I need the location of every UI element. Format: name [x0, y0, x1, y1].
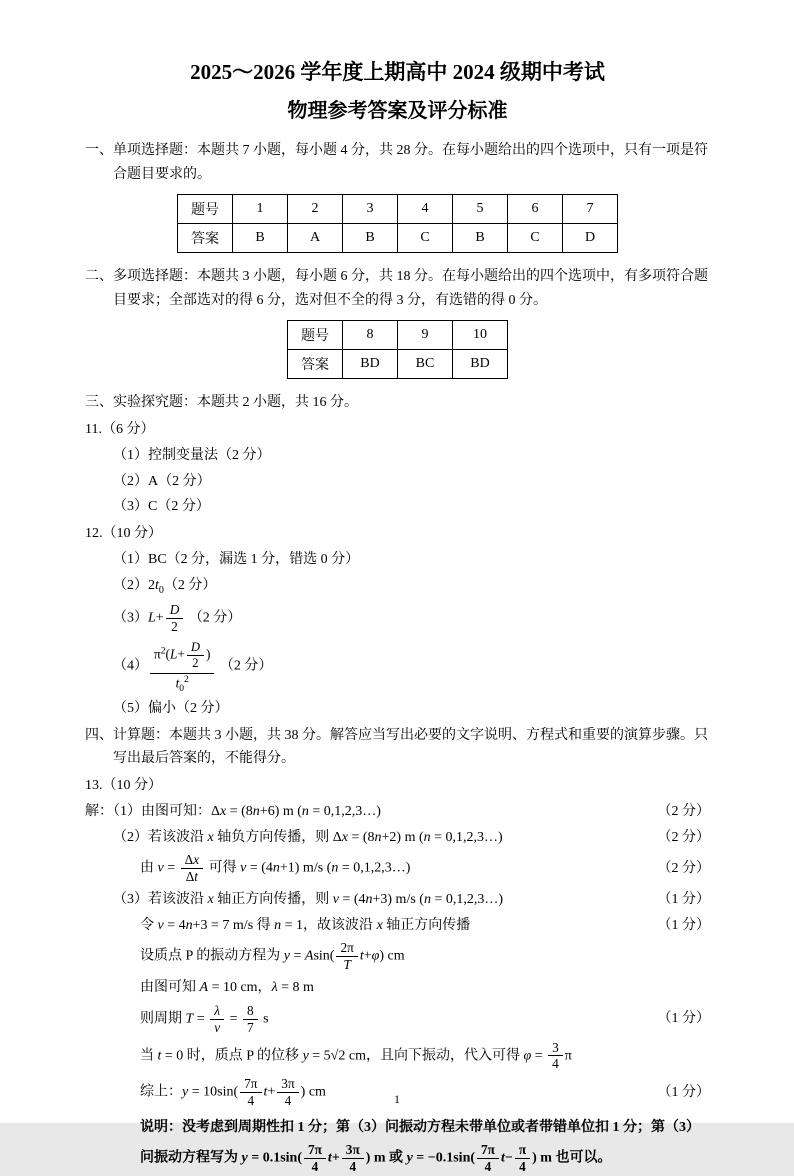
answer-item: （1）控制变量法（2 分） [113, 448, 271, 464]
answer-row [178, 224, 618, 253]
solution-text: （3）若该波沿 x 轴正方向传播，则 v = (4n+3) m/s (n = 0,1,2,3…) [113, 892, 504, 908]
answer-item: （3）C（2 分） [113, 499, 210, 515]
question-number-row [178, 195, 618, 224]
solution-text: 则周期 T = $\frac{\lambda}{v}$ = $\frac{8}{7}$ s [140, 1002, 269, 1035]
question-11-heading: 11.（6 分） [85, 421, 155, 437]
row-label-cell: 题号 [178, 195, 233, 224]
exam-title: 2025～2026 学年度上期高中 2024 级期中考试 [190, 60, 605, 84]
solution-text: 解：（1）由图可知：Δx = (8n+6) m (n = 0,1,2,3…) [85, 804, 381, 820]
question-number-cell: 3 [343, 195, 398, 224]
score-label: （1 分） [657, 1011, 710, 1027]
question-number-cell: 1 [233, 195, 288, 224]
solution-text: 当 t = 0 时，质点 P 的位移 y = 5√2 cm，且向下振动，代入可得 φ = $\frac{3}{4}$ π [140, 1039, 572, 1072]
answer-key-subtitle: 物理参考答案及评分标准 [287, 100, 508, 122]
page-number: 1 [394, 1092, 400, 1106]
single-choice-answers-table [177, 194, 618, 253]
answer-cell: D [563, 224, 618, 253]
solution-line [85, 1039, 710, 1074]
answer-cell: A [288, 224, 343, 253]
answer-cell: BC [398, 350, 453, 379]
solution-text: 综上：y = 10sin( $\frac{7\pi}{4}$ t+ $\frac{3\pi}{4}$ ) cm [140, 1076, 326, 1109]
section-3-heading: 三、实验探究题：本题共 2 小题，共 16 分。 [85, 395, 358, 411]
score-label: （2 分） [657, 829, 710, 845]
section-1-heading: 一、单项选择题：本题共 7 小题，每小题 4 分，共 28 分。在每小题给出的四个选项中，只有一项是符合题目要求的。 [85, 143, 708, 182]
question-13-heading: 13.（10 分） [85, 777, 162, 793]
solution-line [85, 826, 710, 850]
section-2-heading: 二、多项选择题：本题共 3 小题，每小题 6 分，共 18 分。在每小题给出的四个选项中，有多项符合题目要求；全部选对的得 6 分，选对但不全的得 3 分，有选错的得 0 分。 [85, 269, 708, 308]
question-number-cell: 5 [453, 195, 508, 224]
solution-text: （2）若该波沿 x 轴负方向传播，则 Δx = (8n+2) m (n = 0,1,2,3…) [113, 829, 503, 845]
solution-line [85, 939, 710, 974]
answer-cell: B [453, 224, 508, 253]
solution-line [85, 851, 710, 886]
question-number-cell: 9 [398, 321, 453, 350]
score-label: （2 分） [657, 860, 710, 876]
solution-line [85, 976, 710, 1000]
score-label: （1 分） [657, 892, 710, 908]
question-number-row [288, 321, 508, 350]
question-number-cell: 10 [453, 321, 508, 350]
question-number-cell: 2 [288, 195, 343, 224]
score-label: （1 分） [657, 1085, 710, 1101]
question-number-cell: 6 [508, 195, 563, 224]
row-label-cell: 题号 [288, 321, 343, 350]
row-label-cell: 答案 [178, 224, 233, 253]
score-label: （2 分） [657, 804, 710, 820]
answer-cell: B [343, 224, 398, 253]
answer-item: （4） $\pi^2(L+$ $\frac{D}{2}$ ) $t_0^2$ （2 分） [113, 640, 273, 694]
row-label-cell: 答案 [288, 350, 343, 379]
answer-item: （2）A（2 分） [113, 473, 211, 489]
answer-cell: C [398, 224, 453, 253]
question-number-cell: 7 [563, 195, 618, 224]
answer-item: （3）L+ $\frac{D}{2}$ （2 分） [113, 602, 242, 635]
answer-cell: B [233, 224, 288, 253]
answer-item: （1）BC（2 分，漏选 1 分，错选 0 分） [113, 552, 360, 568]
question-12-heading: 12.（10 分） [85, 525, 162, 541]
solution-line [85, 914, 710, 938]
section-4-heading: 四、计算题：本题共 3 小题，共 38 分。解答应当写出必要的文字说明、方程式和重要的演算步骤。只写出最后答案的，不能得分。 [85, 727, 708, 767]
question-number-cell: 8 [343, 321, 398, 350]
question-number-cell: 4 [398, 195, 453, 224]
solution-text: 由 v = $\frac{\Delta x}{\Delta t}$ 可得 v = (4n+1) m/s (n = 0,1,2,3…) [140, 852, 411, 885]
answer-cell: BD [453, 350, 508, 379]
question-12-answers [85, 522, 710, 721]
solution-text: 由图可知 A = 10 cm，λ = 8 m [140, 980, 314, 996]
answer-cell: BD [343, 350, 398, 379]
answer-cell: C [508, 224, 563, 253]
question-13-solution [85, 774, 710, 1176]
answer-row [288, 350, 508, 379]
solution-line [85, 800, 710, 824]
score-label: （1 分） [657, 917, 710, 933]
grading-note: 说明：没考虑到周期性扣 1 分；第（3）问振动方程未带单位或者带错单位扣 1 分；第（3）问振动方程写为 y = 0.1sin( $\frac{7\pi}{4}$ t+ $\frac{3\pi}{4}$ ) m 或 y = −0.1sin( $\frac{7\pi}{4}$ t− $\frac{\pi}{4}$ ) m 也可以。 [140, 1120, 700, 1175]
solution-line [85, 888, 710, 912]
question-11-answers [85, 418, 710, 519]
solution-text: 令 v = 4n+3 = 7 m/s 得 n = 1，故该波沿 x 轴正方向传播 [140, 917, 471, 933]
solution-text: 设质点 P 的振动方程为 y = Asin( $\frac{2\pi}{T}$ t+φ) cm [140, 940, 405, 973]
solution-line [85, 1002, 710, 1037]
multi-choice-answers-table [287, 320, 508, 379]
answer-item: $(2)2t_0(2$ 分） [113, 577, 217, 596]
answer-item: （5）偏小（2 分） [113, 701, 229, 717]
